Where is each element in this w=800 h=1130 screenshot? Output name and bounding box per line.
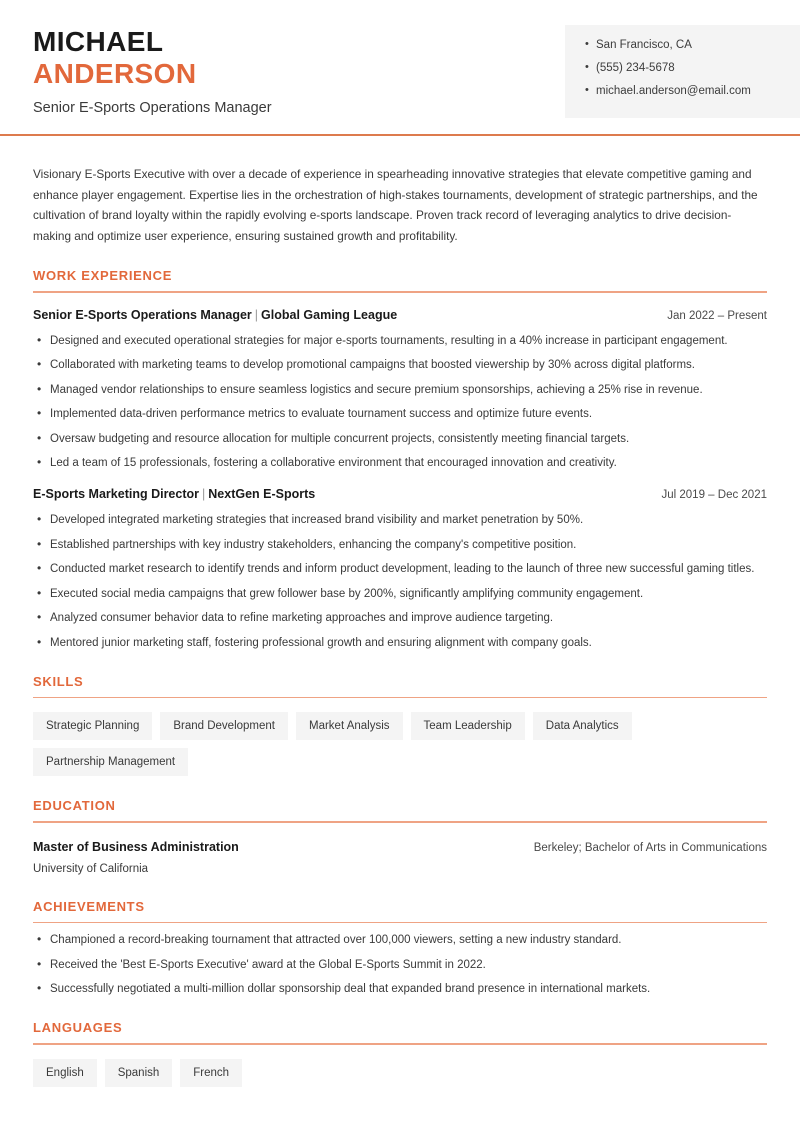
section-rule-education: [33, 821, 767, 823]
list-item: • Developed integrated marketing strategies that increased brand visibility and market penetration by 50%.: [33, 512, 767, 529]
work-entry-date: Jul 2019 – Dec 2021: [661, 489, 767, 502]
skill-chip: Strategic Planning: [33, 712, 152, 740]
work-entry-role: E-Sports Marketing Director: [33, 487, 200, 502]
work-entry-role: Senior E-Sports Operations Manager: [33, 307, 252, 322]
section-achievements: [33, 899, 767, 999]
work-entry-head: [33, 307, 767, 324]
title-separator: |: [254, 307, 259, 322]
list-item: • Oversaw budgeting and resource allocation for multiple concurrent projects, consistently meeting financial targets.: [33, 431, 767, 448]
section-work-experience: [33, 268, 767, 652]
contact-phone[interactable]: • (555) 234-5678: [585, 61, 800, 75]
list-item: • Analyzed consumer behavior data to refine marketing approaches and improve audience targeting.: [33, 610, 767, 627]
work-entry-bullets: [33, 333, 767, 473]
work-entry-title: [33, 307, 397, 323]
work-entry-company: NextGen E-Sports: [208, 487, 316, 502]
contact-location: • San Francisco, CA: [585, 38, 800, 52]
skills-chip-list: [33, 712, 767, 776]
skill-chip: Data Analytics: [533, 712, 632, 740]
header-divider: [0, 134, 800, 136]
list-item: • Received the 'Best E-Sports Executive' award at the Global E-Sports Summit in 2022.: [33, 957, 767, 974]
work-entry-bullets: [33, 512, 767, 652]
education-school: University of California: [33, 862, 149, 875]
skill-chip: Team Leadership: [411, 712, 525, 740]
header-identity: [33, 26, 272, 117]
work-entry-head: [33, 486, 767, 503]
resume-content: [0, 164, 800, 1087]
section-rule-languages: [33, 1043, 767, 1045]
last-name: ANDERSON: [33, 58, 197, 89]
list-item: • Conducted market research to identify trends and inform product development, leading to the launch of three new successful gaming titles.: [33, 561, 767, 578]
languages-chip-list: [33, 1059, 767, 1087]
skill-chip: Market Analysis: [296, 712, 403, 740]
header-job-title: Senior E-Sports Operations Manager: [33, 100, 272, 116]
section-title-work-experience: WORK EXPERIENCE: [33, 268, 173, 283]
professional-summary: Visionary E-Sports Executive with over a decade of experience in spearheading innovative strategies that elevate competitive gaming and enhance player engagement. Expertise lies in the orchestration of high-stakes tournaments, development of strategic partnerships, and the cultivation of brand loyalty within the rapidly evolving e-sports landscape. Proven track record of leveraging analytics to drive decision-making and optimize user experience, ensuring sustained growth and profitability.: [33, 167, 758, 243]
section-education: [33, 798, 767, 877]
language-chip: French: [180, 1059, 242, 1087]
list-item: • Established partnerships with key industry stakeholders, enhancing the company's competitive position.: [33, 537, 767, 554]
work-entry-title: [33, 486, 315, 502]
section-rule-achievements: [33, 922, 767, 924]
education-degree: Master of Business Administration: [33, 839, 239, 854]
list-item: • Managed vendor relationships to ensure seamless logistics and secure premium sponsorships, achieving a 25% rise in revenue.: [33, 382, 767, 399]
education-entry-head: [33, 839, 767, 856]
section-title-achievements: ACHIEVEMENTS: [33, 898, 145, 914]
title-separator: |: [202, 487, 206, 502]
skill-chip: Brand Development: [160, 712, 288, 740]
section-languages: [33, 1020, 767, 1087]
skill-chip: Partnership Management: [33, 748, 188, 776]
section-skills: [33, 674, 767, 777]
list-item: • Led a team of 15 professionals, fostering a collaborative environment that encouraged innovation and creativity.: [33, 455, 767, 472]
section-title-education: EDUCATION: [33, 798, 116, 814]
section-rule-work-experience: [33, 291, 767, 293]
section-title-skills: SKILLS: [33, 673, 84, 689]
work-entry-date: Jan 2022 – Present: [667, 309, 767, 322]
list-item: • Implemented data-driven performance metrics to evaluate tournament success and optimize future events.: [33, 406, 767, 423]
education-extra: Berkeley; Bachelor of Arts in Communications: [533, 841, 767, 854]
contact-info-box: [565, 25, 800, 118]
section-title-languages: LANGUAGES: [33, 1020, 123, 1036]
list-item: • Championed a record-breaking tournament that attracted over 100,000 viewers, setting a new industry standard.: [33, 932, 767, 949]
list-item: • Successfully negotiated a multi-million dollar sponsorship deal that expanded brand presence in international markets.: [33, 981, 767, 998]
contact-email[interactable]: • michael.anderson@email.com: [585, 84, 800, 98]
list-item: • Mentored junior marketing staff, fostering professional growth and ensuring alignment with company goals.: [33, 635, 767, 652]
work-entry-company: Global Gaming League: [261, 307, 398, 322]
language-chip: Spanish: [105, 1059, 173, 1087]
work-entry: [33, 486, 767, 652]
list-item: • Designed and executed operational strategies for major e-sports tournaments, resulting in a 40% increase in participant engagement.: [33, 333, 767, 350]
achievements-bullets: [33, 932, 767, 998]
section-rule-skills: [33, 697, 767, 699]
work-entry: [33, 307, 767, 473]
language-chip: English: [33, 1059, 97, 1087]
first-name: MICHAEL: [33, 26, 164, 57]
resume-header: [0, 0, 800, 136]
list-item: • Collaborated with marketing teams to develop promotional campaigns that boosted viewership by 30% across digital platforms.: [33, 357, 767, 374]
list-item: • Executed social media campaigns that grew follower base by 200%, significantly amplifying community engagement.: [33, 586, 767, 603]
